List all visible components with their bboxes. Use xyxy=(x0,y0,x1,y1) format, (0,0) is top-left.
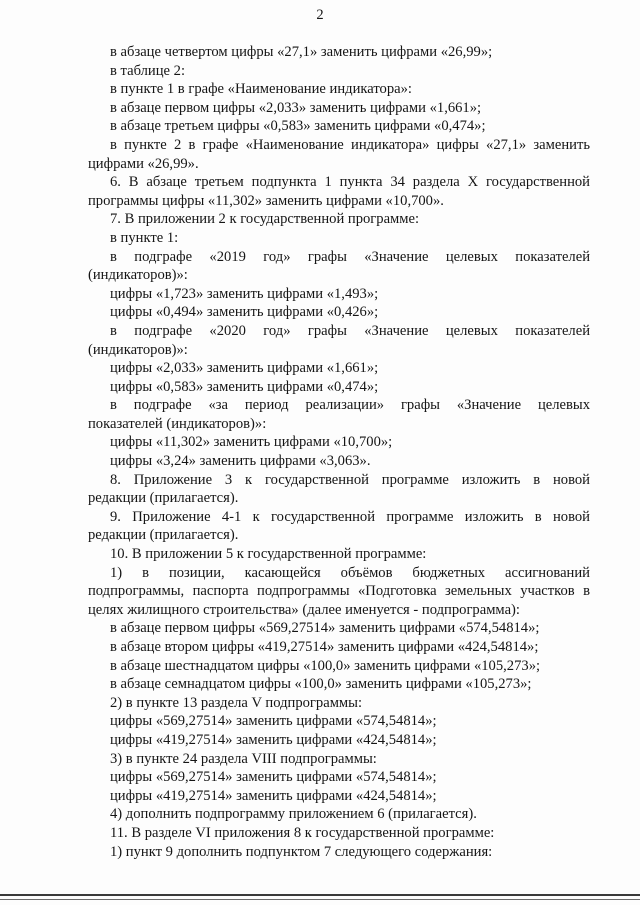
text-line: в абзаце третьем цифры «0,583» заменить цифрами «0,474»; xyxy=(110,118,486,135)
text-line: подпрограммы, паспорта подпрограммы «Подготовка земельных участков в xyxy=(88,583,590,600)
text-line: 10. В приложении 5 к государственной программе: xyxy=(110,546,427,563)
text-line: (индикаторов)»: xyxy=(88,267,188,284)
text-line: в подграфе «за период реализации» графы «Значение целевых xyxy=(110,397,590,414)
scan-edge-line xyxy=(0,894,640,896)
text-line: в абзаце первом цифры «569,27514» заменить цифрами «574,54814»; xyxy=(110,620,540,637)
text-line: цифрами «26,99». xyxy=(88,155,199,172)
text-line: цифры «569,27514» заменить цифрами «574,54814»; xyxy=(110,713,437,730)
text-line: цифры «2,033» заменить цифрами «1,661»; xyxy=(110,360,379,377)
text-line: 1) пункт 9 дополнить подпунктом 7 следующего содержания: xyxy=(110,843,493,860)
text-line: редакции (прилагается). xyxy=(88,527,239,544)
text-line: (индикаторов)»: xyxy=(88,341,188,358)
text-line: цифры «419,27514» заменить цифрами «424,54814»; xyxy=(110,787,437,804)
text-line: 6. В абзаце третьем подпункта 1 пункта 34 раздела X государственной xyxy=(110,174,590,191)
document-body xyxy=(88,43,590,861)
text-line: цифры «0,583» заменить цифрами «0,474»; xyxy=(110,378,379,395)
text-line: 2) в пункте 13 раздела V подпрограммы: xyxy=(110,694,363,711)
text-line: 4) дополнить подпрограмму приложением 6 (прилагается). xyxy=(110,806,477,823)
text-line: в абзаце первом цифры «2,033» заменить цифрами «1,661»; xyxy=(110,99,482,116)
text-line: в пункте 1 в графе «Наименование индикатора»: xyxy=(110,81,412,98)
text-line: в пункте 2 в графе «Наименование индикатора» цифры «27,1» заменить xyxy=(110,136,590,153)
text-line: 9. Приложение 4-1 к государственной программе изложить в новой xyxy=(110,508,590,525)
text-line: цифры «0,494» заменить цифрами «0,426»; xyxy=(110,304,379,321)
text-line: в абзаце шестнадцатом цифры «100,0» заменить цифрами «105,273»; xyxy=(110,657,541,674)
text-line: цифры «1,723» заменить цифрами «1,493»; xyxy=(110,285,379,302)
text-line: редакции (прилагается). xyxy=(88,490,239,507)
page-number: 2 xyxy=(316,7,324,23)
text-line: показателей (индикаторов)»: xyxy=(88,415,267,432)
text-line: цифры «419,27514» заменить цифрами «424,54814»; xyxy=(110,731,437,748)
text-line: в таблице 2: xyxy=(110,62,186,79)
text-line: в абзаце втором цифры «419,27514» заменить цифрами «424,54814»; xyxy=(110,639,539,655)
text-line: 3) в пункте 24 раздела VIII подпрограммы: xyxy=(110,750,377,767)
text-line: цифры «3,24» заменить цифрами «3,063». xyxy=(110,453,371,470)
text-line: 1) в позиции, касающейся объёмов бюджетных ассигнований xyxy=(110,564,590,581)
scan-edge-line xyxy=(0,899,640,900)
text-line: в подграфе «2019 год» графы «Значение целевых показателей xyxy=(110,248,590,265)
text-line: 7. В приложении 2 к государственной программе: xyxy=(110,211,420,228)
text-line: в абзаце семнадцатом цифры «100,0» заменить цифрами «105,273»; xyxy=(110,676,532,693)
text-line: 8. Приложение 3 к государственной программе изложить в новой xyxy=(110,471,590,488)
text-line: в пункте 1: xyxy=(110,229,179,246)
text-line: в абзаце четвертом цифры «27,1» заменить цифрами «26,99»; xyxy=(110,44,493,60)
text-line: цифры «11,302» заменить цифрами «10,700»; xyxy=(110,434,393,451)
text-line: 11. В разделе VI приложения 8 к государственной программе: xyxy=(110,824,495,841)
text-line: в подграфе «2020 год» графы «Значение целевых показателей xyxy=(110,322,590,339)
text-line: программы цифры «11,302» заменить цифрами «10,700». xyxy=(88,192,444,209)
text-line: целях жилищного строительства» (далее именуется - подпрограмма): xyxy=(88,601,520,618)
text-line: цифры «569,27514» заменить цифрами «574,54814»; xyxy=(110,769,437,786)
